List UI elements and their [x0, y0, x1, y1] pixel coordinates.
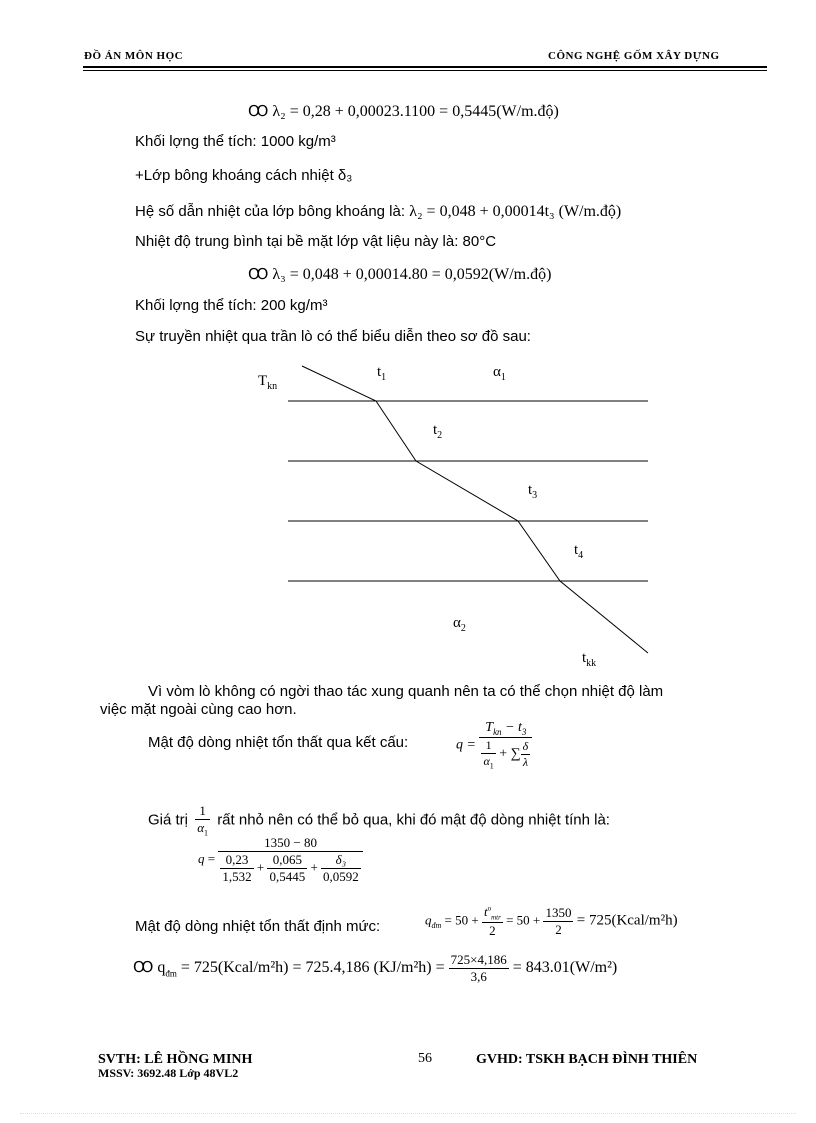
header-left: ĐỒ ÁN MÔN HỌC: [84, 50, 184, 62]
paragraph-line-2: việc mặt ngoài cùng cao hơn.: [100, 701, 297, 718]
label-alpha2: $\alpha_2$: [453, 615, 466, 634]
label-tkn: $T_{kn}$: [258, 373, 278, 392]
layer3-line: +Lớp bông khoáng cách nhiệt δ₃: [135, 167, 353, 184]
page-bottom-divider: [20, 1113, 796, 1114]
heat-transfer-diagram: [240, 355, 670, 675]
footer-page-number: 56: [418, 1051, 432, 1066]
paragraph-line-1: Vì vòm lò không có ngời thao tác xung quanh nên ta có thể chọn nhiệt độ làm: [148, 683, 664, 700]
heatflux-formula: q = $T_{kn} - t_3$ $\frac{1}{\alpha_1}$ + ∑ $\frac{\delta}{\lambda}$: [456, 720, 532, 770]
footer-advisor: GVHD: TSKH BẠCH ĐÌNH THIÊN: [476, 1052, 698, 1067]
coef-line: Hệ số dẫn nhiệt của lớp bông khoáng là: λ₂ = 0,048 + 0,00014t₃ (W/m.độ): [135, 203, 622, 220]
eq-lambda2: Ꝏ λ₂ = 0,28 + 0,00023.1100 = 0,5445(W/m.độ): [248, 103, 559, 120]
heatflux-text: Mật độ dòng nhiệt tổn thất qua kết cấu:: [148, 734, 409, 751]
density-line-2: Khối lợng thể tích: 200 kg/m³: [135, 297, 328, 314]
label-t4: $t_4$: [574, 542, 584, 561]
q-computation: q = 1350 − 80 $\frac{0,23}{1,532}$ + $\frac{0,065}{0,5445}$ + $\frac{\text{δ₃}}{0,0592}$: [198, 835, 363, 885]
therefore-icon: Ꝏ: [248, 267, 269, 283]
norm-formula: $q_{đm} = 50$ + $\frac{t^o_{mtr}}{2}$ = 50 + $\frac{1350}{2}$ = 725(Kcal/m²h): [425, 904, 678, 938]
norm-text: Mật độ dòng nhiệt tổn thất định mức:: [135, 918, 381, 935]
neglect-line: Giá trị $\frac{1}{\alpha_1}$ rất nhỏ nên có thể bỏ qua, khi đó mật độ dòng nhiệt tính là:: [148, 803, 610, 838]
header-rule-thick: [83, 66, 767, 68]
label-tkk: $t_{kk}$: [582, 650, 597, 669]
therefore-icon: Ꝏ: [133, 960, 154, 977]
label-t3: $t_3$: [528, 482, 538, 501]
diagram-intro: Sự truyền nhiệt qua trần lò có thể biểu diễn theo sơ đồ sau:: [135, 328, 531, 345]
temperature-profile-line: [302, 366, 648, 653]
label-alpha1: $\alpha_1$: [493, 364, 506, 383]
final-result: Ꝏ $q_{đm}$ = 725(Kcal/m²h) = 725.4,186 (KJ/m²h) = $\frac{725\times 4,186}{3,6}$ = 843.01(W/m²): [133, 952, 618, 984]
footer-student: SVTH: LÊ HỒNG MINH: [98, 1052, 253, 1067]
eq-lambda3: Ꝏ λ₃ = 0,048 + 0,00014.80 = 0,0592(W/m.độ): [248, 266, 552, 283]
label-t2: $t_2$: [433, 422, 443, 441]
therefore-icon: Ꝏ: [248, 104, 269, 120]
footer-msv: MSSV: 3692.48 Lớp 48VL2: [98, 1066, 239, 1080]
density-line-1: Khối lợng thể tích: 1000 kg/m³: [135, 133, 336, 150]
label-t1: $t_1$: [377, 364, 387, 383]
header-right: CÔNG NGHỆ GỐM XÂY DỰNG: [548, 50, 720, 62]
header-rule-thin: [83, 70, 767, 71]
avg-temp-line: Nhiệt độ trung bình tại bề mặt lớp vật liệu này là: 80°C: [135, 233, 497, 250]
